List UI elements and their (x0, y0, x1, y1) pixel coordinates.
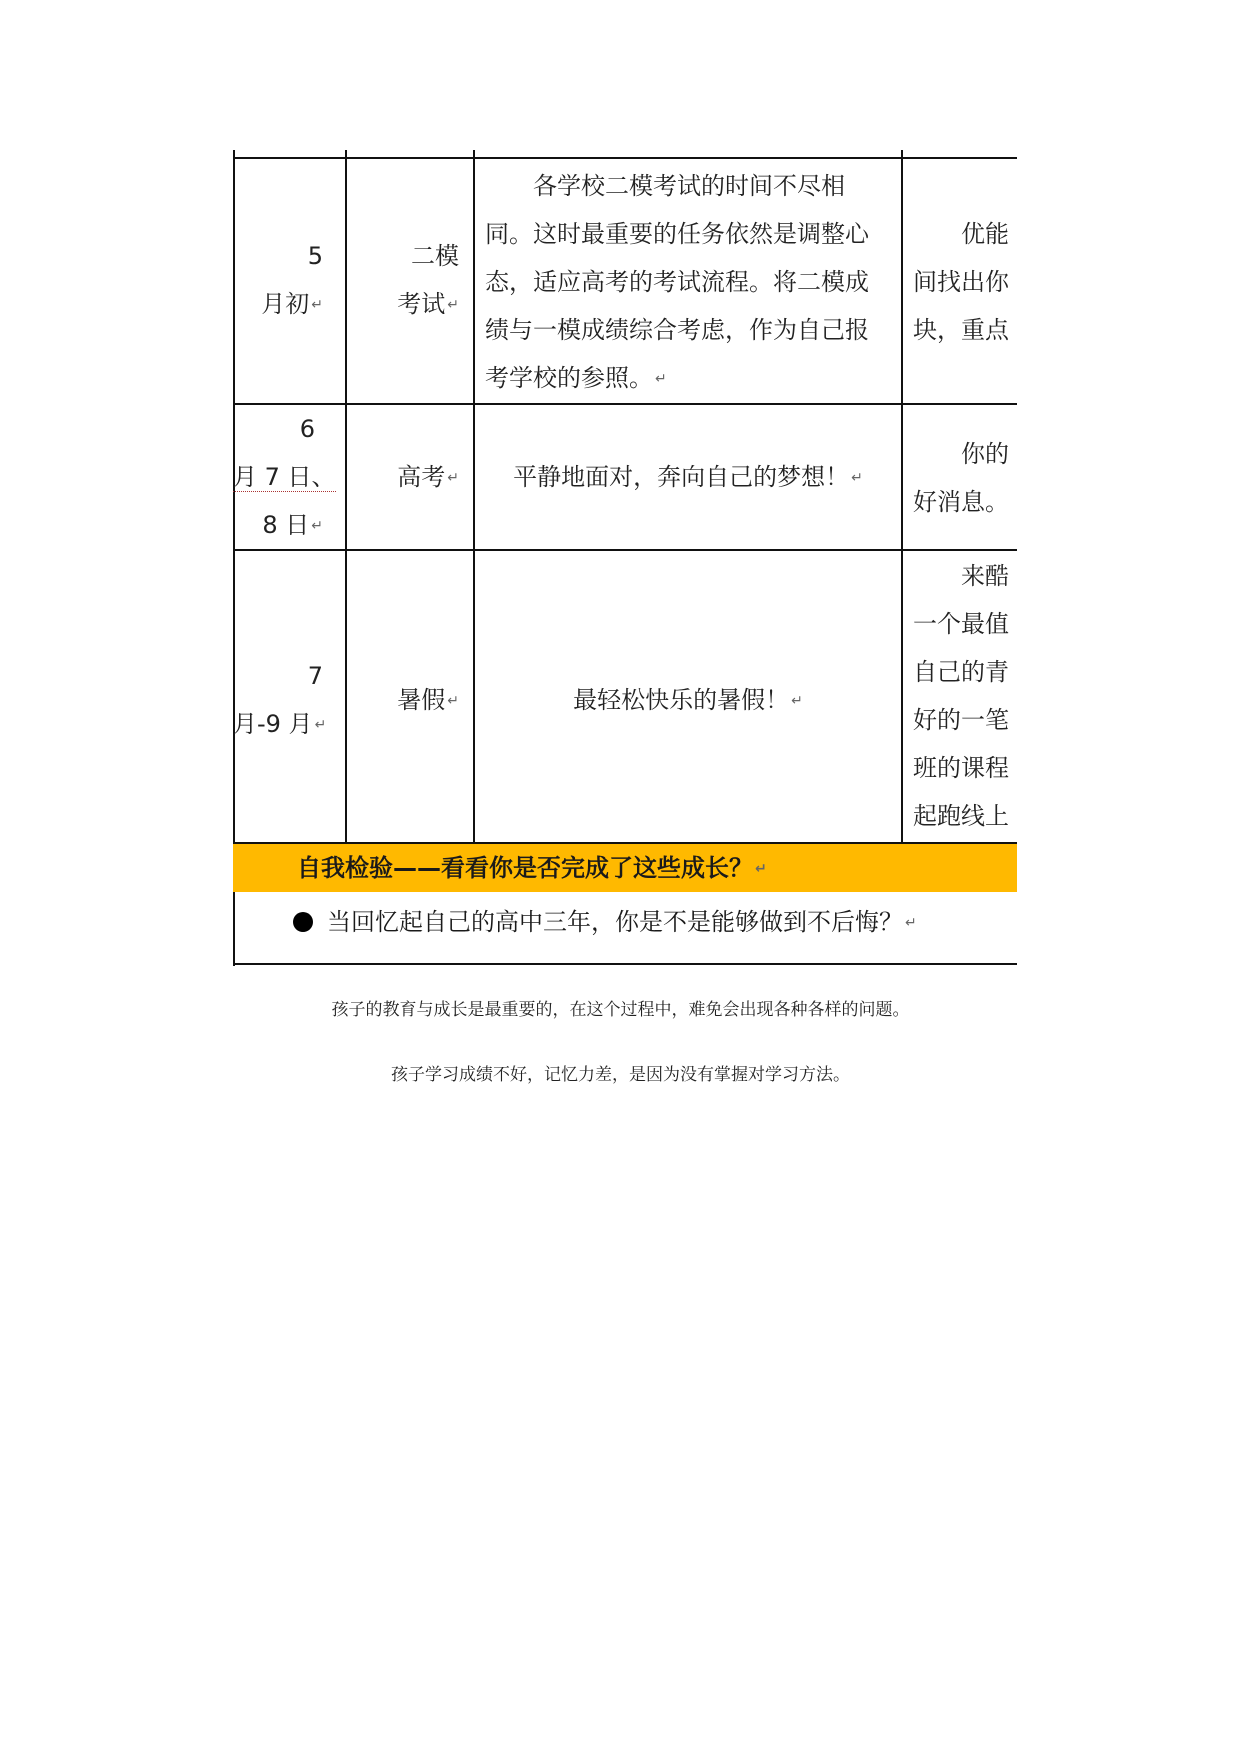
row1-tip-line3: 块，重点 (913, 316, 1009, 344)
row3-tip-line5: 班的课程 (913, 754, 1009, 782)
row3-tip-line3: 自己的青 (913, 658, 1009, 686)
caption-line-1: 孩子的教育与成长是最重要的，在这个过程中，难免会出现各种各样的问题。 (331, 1000, 910, 1020)
paragraph-mark-icon: ↵ (447, 693, 459, 709)
self-check-band (233, 844, 1017, 892)
paragraph-mark-icon: ↵ (851, 470, 863, 486)
row2-tip-line1: 你的 (961, 440, 1009, 468)
row3-event-line1: 暑假 (397, 686, 446, 714)
self-check-item (293, 898, 917, 947)
row2-date-line2: 月 7 日、 (233, 463, 336, 491)
row3-tip-line2: 一个最值 (913, 610, 1009, 638)
paragraph-mark-icon: ↵ (791, 693, 803, 709)
paragraph-mark-icon: ↵ (655, 371, 667, 387)
row2-date-line1: 6 (299, 415, 315, 443)
row3-tip-line1: 来酷 (961, 562, 1009, 590)
row1-desc-line5: 考学校的参照。 (485, 364, 653, 392)
row2-tip-line2: 好消息。 (913, 488, 1009, 516)
row1-desc-line2: 同。这时最重要的任务依然是调整心 (485, 220, 869, 248)
row1-desc-line1: 各学校二模考试的时间不尽相 (533, 172, 845, 200)
row2-date (233, 405, 336, 550)
paragraph-mark-icon: ↵ (447, 470, 459, 486)
row2-event (347, 453, 459, 502)
row1-event (347, 232, 459, 329)
bullet-icon (293, 912, 313, 932)
row1-tip (913, 210, 1009, 354)
row1-tip-line2: 间找出你 (913, 268, 1009, 296)
row1-event-line1: 二模 (411, 242, 459, 270)
grid-line-row2 (233, 549, 1017, 551)
row3-desc-line1: 最轻松快乐的暑假！ (573, 686, 790, 714)
row1-tip-line1: 优能 (961, 220, 1009, 248)
paragraph-mark-icon: ↵ (311, 518, 323, 534)
paragraph-mark-icon: ↵ (311, 297, 323, 313)
row2-desc-line1: 平静地面对，奔向自己的梦想！ (513, 463, 850, 491)
row3-date (233, 652, 327, 749)
row1-date-line2: 月初 (261, 290, 310, 318)
row3-tip-line6: 起跑线上 (913, 802, 1009, 830)
grid-line-row1 (233, 403, 1017, 405)
row2-desc (475, 453, 901, 502)
row2-date-line3: 8 日 (262, 511, 310, 539)
paragraph-mark-icon: ↵ (905, 915, 917, 931)
self-check-item-text: 当回忆起自己的高中三年，你是不是能够做到不后悔？ (327, 908, 903, 936)
schedule-table-image (233, 150, 1017, 966)
row3-tip (913, 552, 1009, 840)
caption-line-2: 孩子学习成绩不好，记忆力差，是因为没有掌握对学习方法。 (391, 1065, 850, 1085)
row3-date-line1: 7 (307, 662, 323, 690)
row2-tip (913, 430, 1009, 526)
row3-desc (475, 676, 901, 725)
row1-desc-line3: 态，适应高考的考试流程。将二模成 (485, 268, 869, 296)
paragraph-mark-icon: ↵ (447, 297, 459, 313)
row1-date-line1: 5 (307, 242, 323, 270)
grid-line-row-top (233, 157, 1017, 159)
self-check-title: 自我检验——看看你是否完成了这些成长？ (297, 854, 753, 882)
row2-event-line1: 高考 (397, 463, 446, 491)
row1-desc-line4: 绩与一模成绩综合考虑，作为自己报 (485, 316, 869, 344)
row1-desc (485, 162, 895, 403)
row1-event-line2: 考试 (397, 290, 446, 318)
paragraph-mark-icon: ↵ (314, 717, 327, 733)
row3-date-line2: 月-9 月 (233, 710, 313, 738)
grid-line-bottom (233, 963, 1017, 965)
grid-line-col3 (901, 150, 903, 844)
row3-tip-line4: 好的一笔 (913, 706, 1009, 734)
row1-date (233, 232, 323, 329)
paragraph-mark-icon: ↵ (755, 861, 767, 877)
row3-event (347, 676, 459, 725)
